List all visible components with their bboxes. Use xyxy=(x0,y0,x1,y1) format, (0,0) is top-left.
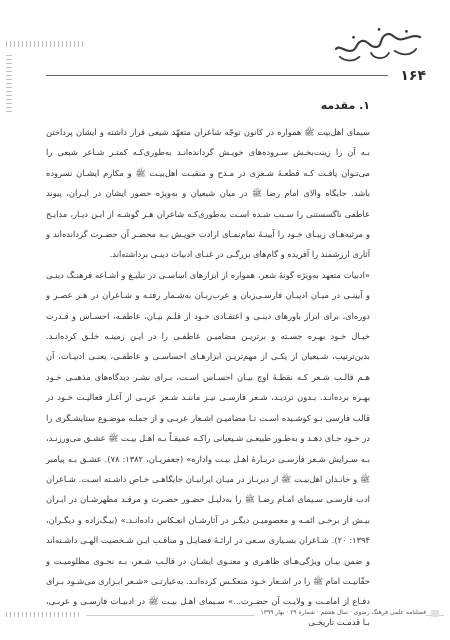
calligraphy-logo-icon xyxy=(330,27,428,67)
paragraph: سیمای اهل‌بیت ﷺ همواره در کانون توجّه شاعران متعهّد شیعی قرار داشته و ایشان پرداختن بـه آن را زینت‌بخـش سـروده‌های خویـش گردانده‌انـد به‌طوری‌کـه کمتـر شـاعر شیعی را می‌تـوان یافـت کـه قطعـۀ شـعری در مـدح و منقبـت اهل‌بیـت ﷺ و مکارم ایشـان نسروده باشد. جایگاه والای امام رضا ﷺ در میان شیعیان و به‌ویژه حضور ایشان در ایـران، پیوند عاطفی ناگسستنی را سـبب شـده اسـت به‌طوری‌کـه شاعران هـر گوشـه از ایـن دیـار، مدایـح و مرثیه‌هـای زیبـای خـود را آیینـۀ تمام‌نمـای ارادت خویـش بـه محضـر آن حضـرت گردانده‌اند و آثاری ارزشمند را آفریده و گام‌های بزرگـی در غنـای ادبیات دینـی برداشته‌اند. xyxy=(46,127,370,260)
page-number: ۱۶۴ xyxy=(400,68,426,84)
journal-footer: فصلنامه علمی فرهنگ رضوی · سال هشتم · شماره ۲۹ · بهار ۱۳۹۹ xyxy=(255,609,427,616)
decorative-tick-bar xyxy=(6,612,82,617)
footer-marker xyxy=(431,610,439,617)
paragraph: «ادبیات متعهد به‌ویژه گونۀ شعر، همواره از ابزارهای اساسـی در تبلیـغ و اشـاعه فرهنـگ دینـی و آیینـی در میـان ادیبـان فارسـی‌زبان و عرب‌زبـان به‌شـمار رفتـه و شـاعران در هـر عصـر و دوره‌ای، برای ابراز باورهای دینـی و اعتقـادی خـود از قلـم بیـان، عاطفـه، احسـاس و قـدرت خیـال خـود بهـره جسـته و برتریـن مضامیـن عاطفـی را در ایـن زمینـه خلـق کرده‌انـد. بدین‌ترتیب، شـیعیان از یکـی از مهم‌تریـن ابزارهـای احساسـی و عاطفـی، یعنـی ادبیـات، آن هـم قالـب شـعر کـه نقطـۀ اوج بیـان احسـاس اسـت، بـرای نشـر دیدگاه‌های مذهبـی خـود بهـره برده‌انـد. بـدون تردیـد، شـعر فارسـی نیـز ماننـد شـعر عربـی از آغـاز فعالیـت خـود در قالب فارسی نـو کوشـیده اسـت تـا مضامیـن اشـعار عربـی و از جملـه موضـوع ستایشـگری را در خـود جـای دهـد و به‌طـور طبیعـی شـیعیانی راکـه عمیقـاً بـه اهـل بیـت ﷺ عشـق می‌ورزنـد، بـه سـرایش شـعر فارسـی دربـارۀ اهـل بیـت واداره» (جعفریـان، ۱۳۸۲: ۷۸). عشـق بـه پیامبر ﷺ و خانـدان اهل‌بیـت ﷺ از دیربـاز در میـان ایرانیـان جایگاهـی خـاص داشـته اسـت. شـاعران ادب فارسـی سـیمای امـام رضـا ﷺ را به‌دلیـل حضـور حضـرت و مرقـد مطهرشـان در ایـران بیـش از برخـی ائمـه و معصومیـن دیگـر در آثارشـان انعـکاس داده‌انـد.» (بیـگ‌زاده و دیگـران، ۱۳۹۴: ۲۰). شـاعران بسـیاری سـعی در ارائـۀ فضایـل و مناقـب ایـن شـخصیت الهـی داشـته‌اند و ضمن بیـان ویژگی‌هـای ظاهـری و معنـوی ایشـان در قالـب شـعر، بـه نحـوی مظلومیـت و حقّانیـت امام ﷺ را در اشـعار خـود منعکـس کرده‌انـد. به‌عبارتـی «شـعر ابـزاری می‌شـود بـرای دفـاع از امامـت و ولایـت آن حضـرت...» سـیمای اهـل بیـت ﷺ در ادبیـات فارسـی و عربـی، بـا قدمـت تاریخـی xyxy=(46,269,371,627)
journal-logo xyxy=(330,27,428,67)
header-divider xyxy=(46,75,388,76)
body-text xyxy=(46,122,370,632)
decorative-side-ticks xyxy=(6,55,12,115)
section-heading: ۱. مقدمه xyxy=(320,99,370,112)
decorative-tick-bar xyxy=(6,41,84,47)
